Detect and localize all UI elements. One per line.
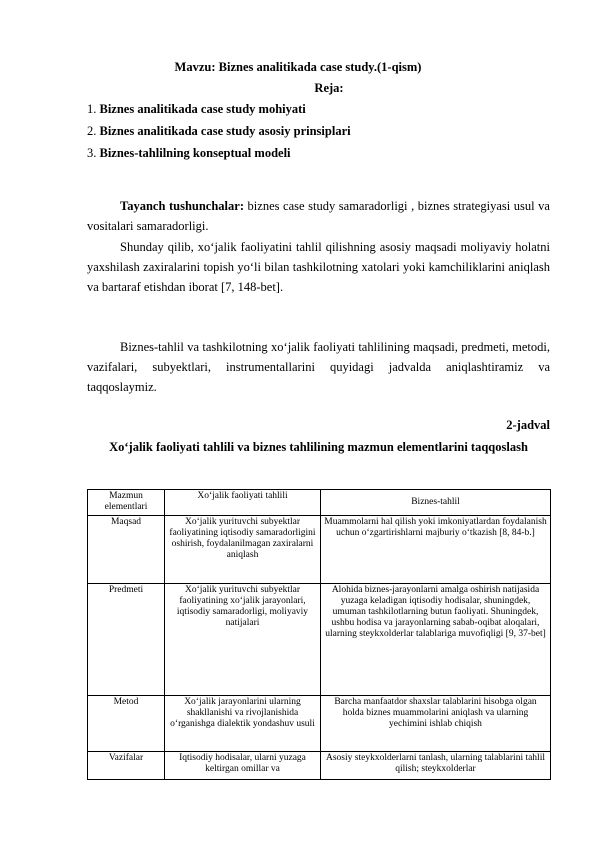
plan-item-text: Biznes-tahlilning konseptual modeli [99, 146, 291, 160]
header-cell: Mazmun elementlari [88, 490, 165, 516]
table-cell: Alohida biznes-jarayonlarni amalga oshirish natijasida yuzaga keladigan iqtisodiy hodisalar, shuningdek, umuman tashkilotlarning butun faoliyati. Shuningdek, ushbu hodisa va jarayonlarning sabab-oqibat aloqalari, ularning steykxolderlar talablariga muvofiqligi [9, 37-bet] [321, 584, 551, 696]
plan-item [87, 102, 306, 117]
plan-heading: Reja: [314, 81, 344, 95]
page-title: Mavzu: Biznes analitikada case study.(1-qism) [174, 60, 422, 74]
table-row [88, 584, 551, 696]
body-paragraph: Shunday qilib, xo‘jalik faoliyatini tahlil qilishning asosiy maqsadi moliyaviy holatni yaxshilash zaxiralarini topish yo‘li bilan tashkilotning xatolari yoki kamchiliklarini aniqlash va bartaraf etishdan iborat [7, 148-bet]. [87, 240, 550, 294]
table-header-row [88, 490, 551, 516]
table-title: Xo‘jalik faoliyati tahlili va biznes tahlilining mazmun elementlarini taqqoslash [109, 440, 528, 454]
table-row [88, 696, 551, 752]
plan-item [87, 124, 351, 139]
body-paragraph: Biznes-tahlil va tashkilotning xo‘jalik faoliyati tahlilining maqsadi, predmeti, metodi, vazifalari, subyektlari, instrumentallarini quyidagi jadvalda aniqlashtiramiz va taqqoslaymiz. [87, 340, 550, 394]
plan-item-number: 2. [87, 124, 97, 138]
table-cell: Muammolarni hal qilish yoki imkoniyatlardan foydalanish uchun o‘zgartirishlarni majburiy o‘tkazish [8, 84-b.] [321, 516, 551, 584]
table-label: 2-jadval [506, 418, 550, 432]
plan-item-text: Biznes analitikada case study mohiyati [99, 102, 306, 116]
comparison-table [87, 489, 551, 780]
plan-item [87, 146, 291, 161]
table-cell: Metod [88, 696, 165, 752]
key-concepts-label: Tayanch tushunchalar: [120, 199, 244, 213]
header-cell: Biznes-tahlil [321, 490, 551, 516]
plan-item-number: 3. [87, 146, 97, 160]
table-cell: Maqsad [88, 516, 165, 584]
table-cell: Xo‘jalik yurituvchi subyektlar faoliyatining iqtisodiy samaradorligini oshirish, foydalanilmagan zaxiralarni aniqlash [165, 516, 321, 584]
plan-item-text: Biznes analitikada case study asosiy prinsiplari [99, 124, 351, 138]
plan-item-number: 1. [87, 102, 97, 116]
table-cell: Iqtisodiy hodisalar, ularni yuzaga keltirgan omillar va [165, 752, 321, 780]
table-cell: Xo‘jalik jarayonlarini ularning shakllanishi va rivojlanishida o‘rganishga dialektik yondashuv usuli [165, 696, 321, 752]
table-cell: Vazifalar [88, 752, 165, 780]
key-concepts-paragraph [87, 196, 550, 236]
key-concepts-text: biznes case study samaradorligi , biznes strategiyasi usul va vositalari samaradorligi. [87, 199, 550, 233]
table-cell: Barcha manfaatdor shaxslar talablarini hisobga olgan holda biznes muammolarini aniqlash va ularning yechimini ishlab chiqish [321, 696, 551, 752]
table-cell: Asosiy steykxolderlarni tanlash, ularning talablarini tahlil qilish; steykxolderlar [321, 752, 551, 780]
table-row [88, 752, 551, 780]
header-cell: Xo‘jalik faoliyati tahlili [165, 490, 321, 516]
table-row [88, 516, 551, 584]
table-cell: Xo‘jalik yurituvchi subyektlar faoliyatining xo‘jalik jarayonlari, iqtisodiy samaradorligi, moliyaviy natijalari [165, 584, 321, 696]
table-cell: Predmeti [88, 584, 165, 696]
